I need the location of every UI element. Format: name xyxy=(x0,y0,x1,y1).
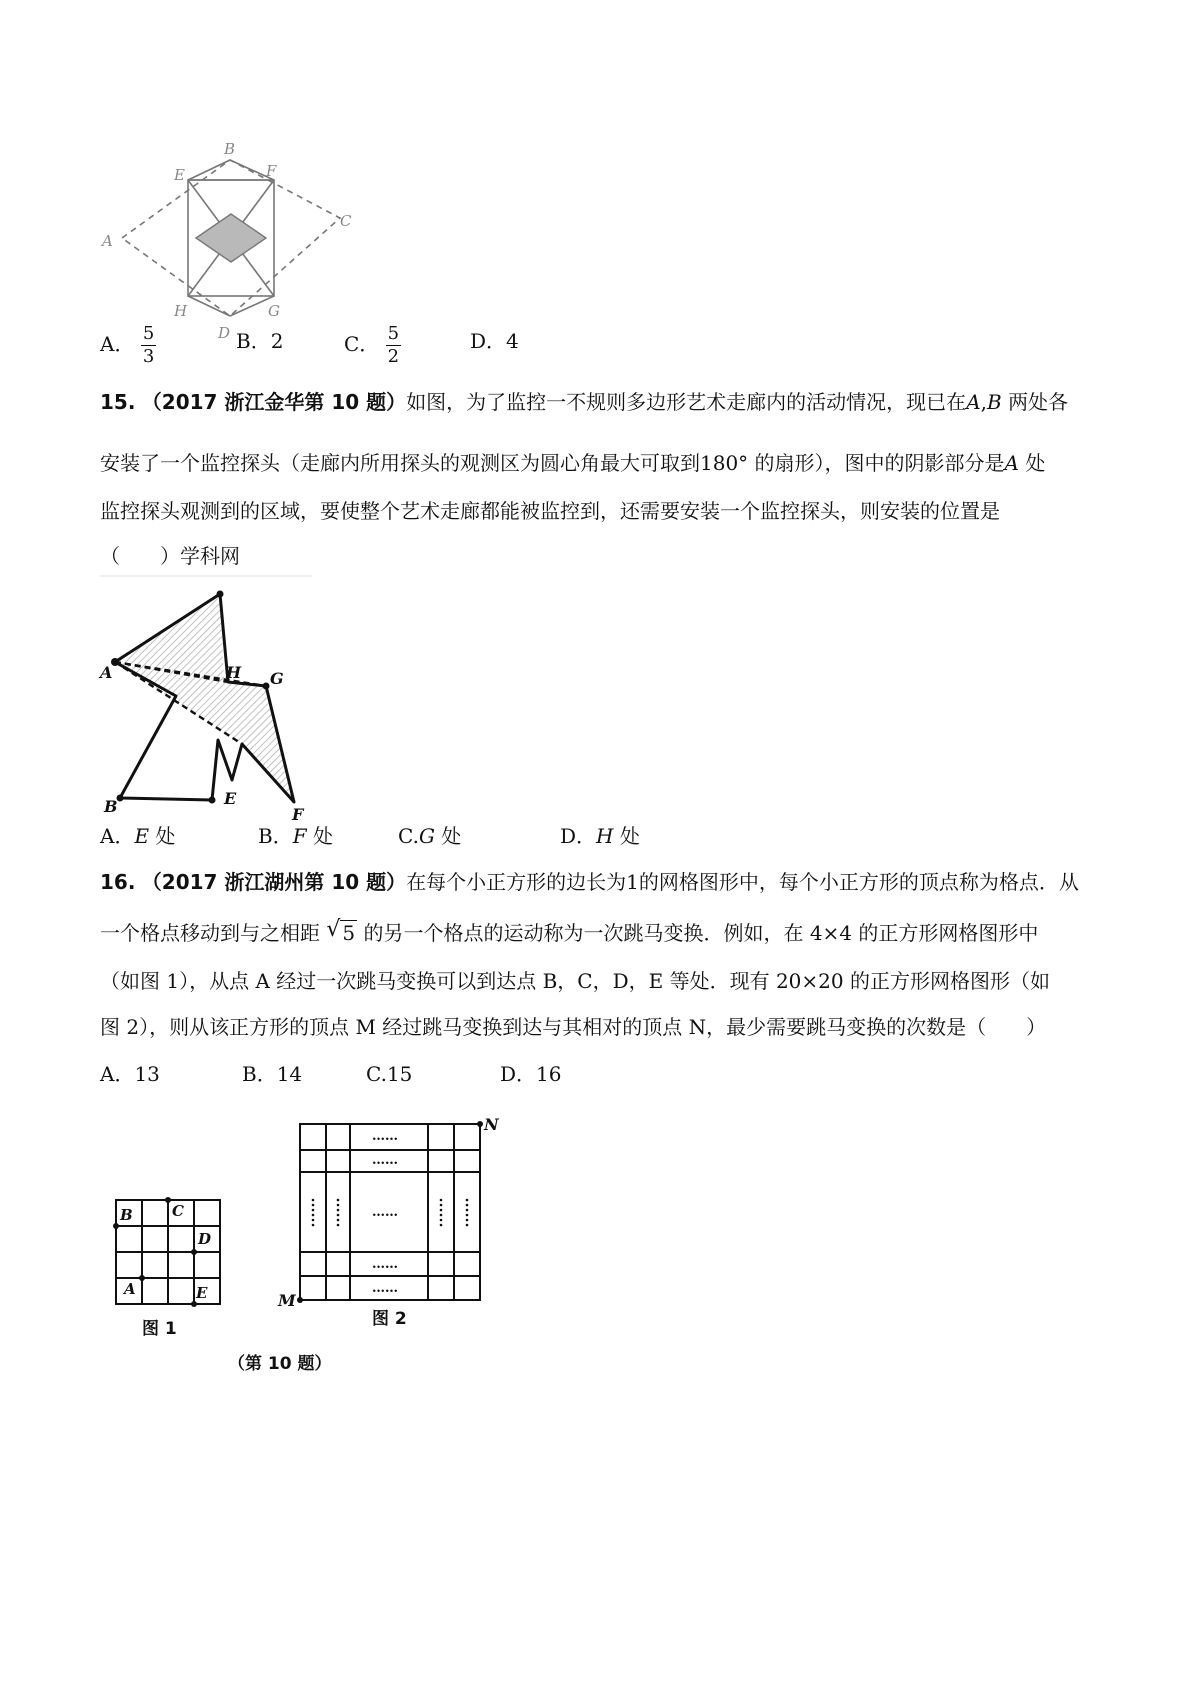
q16-option-b: B．14 xyxy=(242,1062,303,1086)
label-N: N xyxy=(484,1115,499,1134)
q16-line-1 xyxy=(100,870,1079,894)
fraction xyxy=(386,323,401,368)
option-label: C. xyxy=(398,824,419,848)
denominator: 2 xyxy=(387,346,400,367)
figure-1-caption: 图 1 xyxy=(142,1319,177,1339)
label-G: G xyxy=(270,669,284,688)
q15-option-a xyxy=(100,824,175,848)
label-B: B xyxy=(224,140,236,158)
question-number: 15. xyxy=(100,390,136,414)
label-M: M xyxy=(278,1291,296,1310)
option-label: A． xyxy=(100,332,135,356)
option-var: G xyxy=(418,824,435,848)
option-var: F xyxy=(292,824,307,848)
q16-figure-1 xyxy=(110,1194,230,1344)
q16-line-3: （如图 1），从点 A 经过一次跳马变换可以到达点 B，C，D，E 等处．现有 20×20 的正方形网格图形（如 xyxy=(100,969,1050,993)
var-A: A xyxy=(966,390,981,414)
fraction xyxy=(141,323,156,368)
question-text: 安装了一个监控探头（走廊内所用探头的观测区为圆心角最大可取到 xyxy=(100,451,700,475)
question-text: 在每个小正方形的边长为1的网格图形中，每个小正方形的顶点称为格点．从 xyxy=(406,870,1079,894)
ellipsis-top-2: …… xyxy=(372,1153,398,1168)
q15-line-4: （ ）学科网 xyxy=(100,544,240,568)
numerator: 5 xyxy=(387,323,400,344)
label-B: B xyxy=(120,1206,133,1224)
option-label: D． xyxy=(560,824,597,848)
question-text: 的正方形网格图形中 xyxy=(858,921,1039,945)
comma: , xyxy=(980,390,987,414)
option-text: 处 xyxy=(619,824,640,848)
sqrt-expression: √ 5 xyxy=(326,917,356,945)
var-A: A xyxy=(1004,451,1019,475)
q14-rhombus-figure xyxy=(100,140,380,340)
q16-option-d: D．16 xyxy=(500,1062,562,1086)
question-text: 的另一个格点的运动称为一次跳马变换．例如，在 xyxy=(363,921,804,945)
grid-size: 4×4 xyxy=(809,921,853,945)
q15-line-3: 监控探头观测到的区域，要使整个艺术走廊都能被监控到，还需要安装一个监控探头，则安装的位置是 xyxy=(100,499,1000,523)
q14-option-b: B．2 xyxy=(236,329,284,353)
label-C: C xyxy=(340,212,352,230)
q15-option-b xyxy=(258,824,333,848)
q14-option-c xyxy=(344,323,401,368)
ellipsis-top-1: …… xyxy=(372,1129,398,1144)
label-B: B xyxy=(104,797,118,816)
label-A: A xyxy=(102,232,113,250)
option-label: B． xyxy=(258,824,293,848)
angle-value: 180° xyxy=(700,451,749,475)
label-H: H xyxy=(174,302,188,320)
denominator: 3 xyxy=(142,346,155,367)
ellipsis-center: …… xyxy=(372,1205,398,1220)
question-source: （2017 浙江金华第 10 题） xyxy=(141,390,407,414)
q16-line-4: 图 2），则从该正方形的顶点 M 经过跳马变换到达与其相对的顶点 N，最少需要跳马变换的次数是（ ） xyxy=(100,1015,1047,1039)
label-E: E xyxy=(174,166,185,184)
numerator: 5 xyxy=(142,323,155,344)
question-text: 如图，为了监控一不规则多边形艺术走廊内的活动情况，现已在 xyxy=(406,390,967,414)
option-var: E xyxy=(134,824,150,848)
question-number: 16. xyxy=(100,870,136,894)
q15-line-2 xyxy=(100,451,1045,475)
option-label: A． xyxy=(100,824,135,848)
q16-line-2 xyxy=(100,917,1039,945)
radicand: 5 xyxy=(342,921,356,945)
option-text: 处 xyxy=(155,824,176,848)
ellipsis-bottom-1: …… xyxy=(372,1257,398,1272)
question-text: 两处各 xyxy=(1008,390,1069,414)
option-text: 处 xyxy=(441,824,462,848)
question-text: 处 xyxy=(1025,451,1046,475)
label-E: E xyxy=(224,789,237,808)
label-E: E xyxy=(196,1284,208,1302)
option-label: C． xyxy=(344,332,380,356)
q16-figure-2 xyxy=(268,1108,518,1348)
shaded-rhombus xyxy=(196,214,266,262)
q14-option-d: D．4 xyxy=(470,329,519,353)
label-D: D xyxy=(198,1230,212,1248)
label-A: A xyxy=(100,663,113,682)
q16-option-a: A．13 xyxy=(100,1062,160,1086)
q15-line-1 xyxy=(100,390,1068,414)
label-H: H xyxy=(226,663,242,682)
label-G: G xyxy=(268,302,280,320)
option-var: H xyxy=(596,824,614,848)
question-text: 一个格点移动到与之相距 xyxy=(100,921,320,945)
ellipsis-bottom-2: …… xyxy=(372,1281,398,1296)
q16-option-c: C.15 xyxy=(366,1062,413,1086)
option-text: 处 xyxy=(312,824,333,848)
question-text: 的扇形），图中的阴影部分是 xyxy=(754,451,1005,475)
q15-option-d xyxy=(560,824,640,848)
label-F: F xyxy=(292,805,304,824)
label-F: F xyxy=(266,162,277,180)
var-B: B xyxy=(987,390,1002,414)
label-A: A xyxy=(124,1280,136,1298)
q15-gallery-figure xyxy=(100,574,330,824)
figure-group-caption: （第 10 题） xyxy=(228,1354,332,1374)
question-source: （2017 浙江湖州第 10 题） xyxy=(141,870,407,894)
q14-option-a xyxy=(100,323,156,368)
label-D: D xyxy=(218,324,231,342)
label-C: C xyxy=(172,1202,184,1220)
q15-option-c xyxy=(398,824,461,848)
figure-2-caption: 图 2 xyxy=(372,1309,407,1329)
